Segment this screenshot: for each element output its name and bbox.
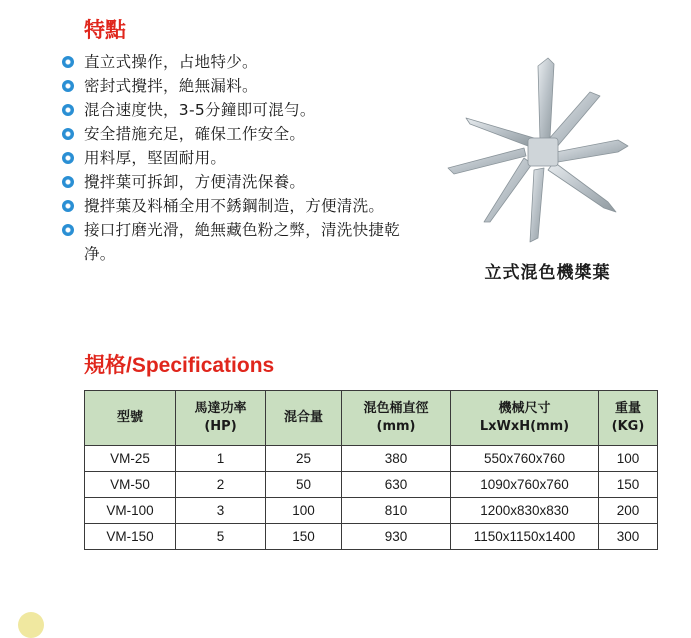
- cell-weight: 100: [599, 446, 658, 472]
- cell-machine-dimensions: 550x760x760: [451, 446, 599, 472]
- header-model: 型號: [85, 391, 176, 446]
- feature-item: [62, 146, 422, 170]
- bullet-icon: [62, 104, 74, 116]
- cell-mixing-capacity: 25: [266, 446, 342, 472]
- cell-motor-power: 3: [176, 498, 266, 524]
- cell-machine-dimensions: 1150x1150x1400: [451, 524, 599, 550]
- feature-text: 接口打磨光滑，絶無藏色粉之弊，清洗快捷乾净。: [84, 221, 401, 263]
- feature-text: 用料厚，堅固耐用。: [84, 149, 227, 167]
- feature-item: [62, 50, 422, 74]
- cell-model: VM-50: [85, 472, 176, 498]
- header-weight: 重量 (KG): [599, 391, 658, 446]
- cell-model: VM-25: [85, 446, 176, 472]
- cell-motor-power: 2: [176, 472, 266, 498]
- feature-text: 混合速度快，3-5分鐘即可混勻。: [84, 101, 316, 119]
- header-mixing-capacity: 混合量: [266, 391, 342, 446]
- cell-weight: 200: [599, 498, 658, 524]
- feature-text: 直立式操作，占地特少。: [84, 53, 258, 71]
- feature-text: 攪拌葉及料桶全用不銹鋼制造，方便清洗。: [84, 197, 385, 215]
- feature-text: 密封式攪拌，絶無漏料。: [84, 77, 258, 95]
- feature-item: [62, 194, 409, 218]
- feature-item: [62, 218, 409, 266]
- header-drum-diameter: 混色桶直徑 (mm): [342, 391, 451, 446]
- feature-item: [62, 74, 422, 98]
- cell-motor-power: 1: [176, 446, 266, 472]
- bullet-icon: [62, 128, 74, 140]
- feature-item: [62, 122, 422, 146]
- cell-drum-diameter: 630: [342, 472, 451, 498]
- cell-drum-diameter: 930: [342, 524, 451, 550]
- feature-text: 攪拌葉可拆卸，方便清洗保養。: [84, 173, 306, 191]
- bullet-icon: [62, 224, 74, 236]
- table-row: [85, 446, 658, 472]
- cell-machine-dimensions: 1090x760x760: [451, 472, 599, 498]
- cell-weight: 150: [599, 472, 658, 498]
- table-header-row: [85, 391, 658, 446]
- bullet-icon: [62, 176, 74, 188]
- table-row: [85, 524, 658, 550]
- cell-weight: 300: [599, 524, 658, 550]
- bullet-icon: [62, 152, 74, 164]
- header-motor-power: 馬達功率 (HP): [176, 391, 266, 446]
- bullet-icon: [62, 200, 74, 212]
- bullet-icon: [62, 56, 74, 68]
- header-machine-dimensions: 機械尺寸 LxWxH(mm): [451, 391, 599, 446]
- feature-text: 安全措施充足，確保工作安全。: [84, 125, 306, 143]
- cell-model: VM-150: [85, 524, 176, 550]
- cell-drum-diameter: 380: [342, 446, 451, 472]
- mixer-blade-image: [440, 52, 655, 248]
- table-row: [85, 472, 658, 498]
- bullet-icon: [62, 80, 74, 92]
- specs-table: [84, 390, 658, 550]
- cell-mixing-capacity: 100: [266, 498, 342, 524]
- specs-title: 規格/Specifications: [84, 354, 275, 377]
- cell-mixing-capacity: 50: [266, 472, 342, 498]
- cell-drum-diameter: 810: [342, 498, 451, 524]
- cell-model: VM-100: [85, 498, 176, 524]
- cell-motor-power: 5: [176, 524, 266, 550]
- figure-caption: 立式混色機槳葉: [484, 263, 611, 283]
- feature-item: [62, 98, 422, 122]
- cell-machine-dimensions: 1200x830x830: [451, 498, 599, 524]
- cell-mixing-capacity: 150: [266, 524, 342, 550]
- table-row: [85, 498, 658, 524]
- features-list: [62, 50, 422, 266]
- feature-item: [62, 170, 422, 194]
- decorative-circle: [18, 612, 44, 638]
- features-title: 特點: [84, 19, 126, 42]
